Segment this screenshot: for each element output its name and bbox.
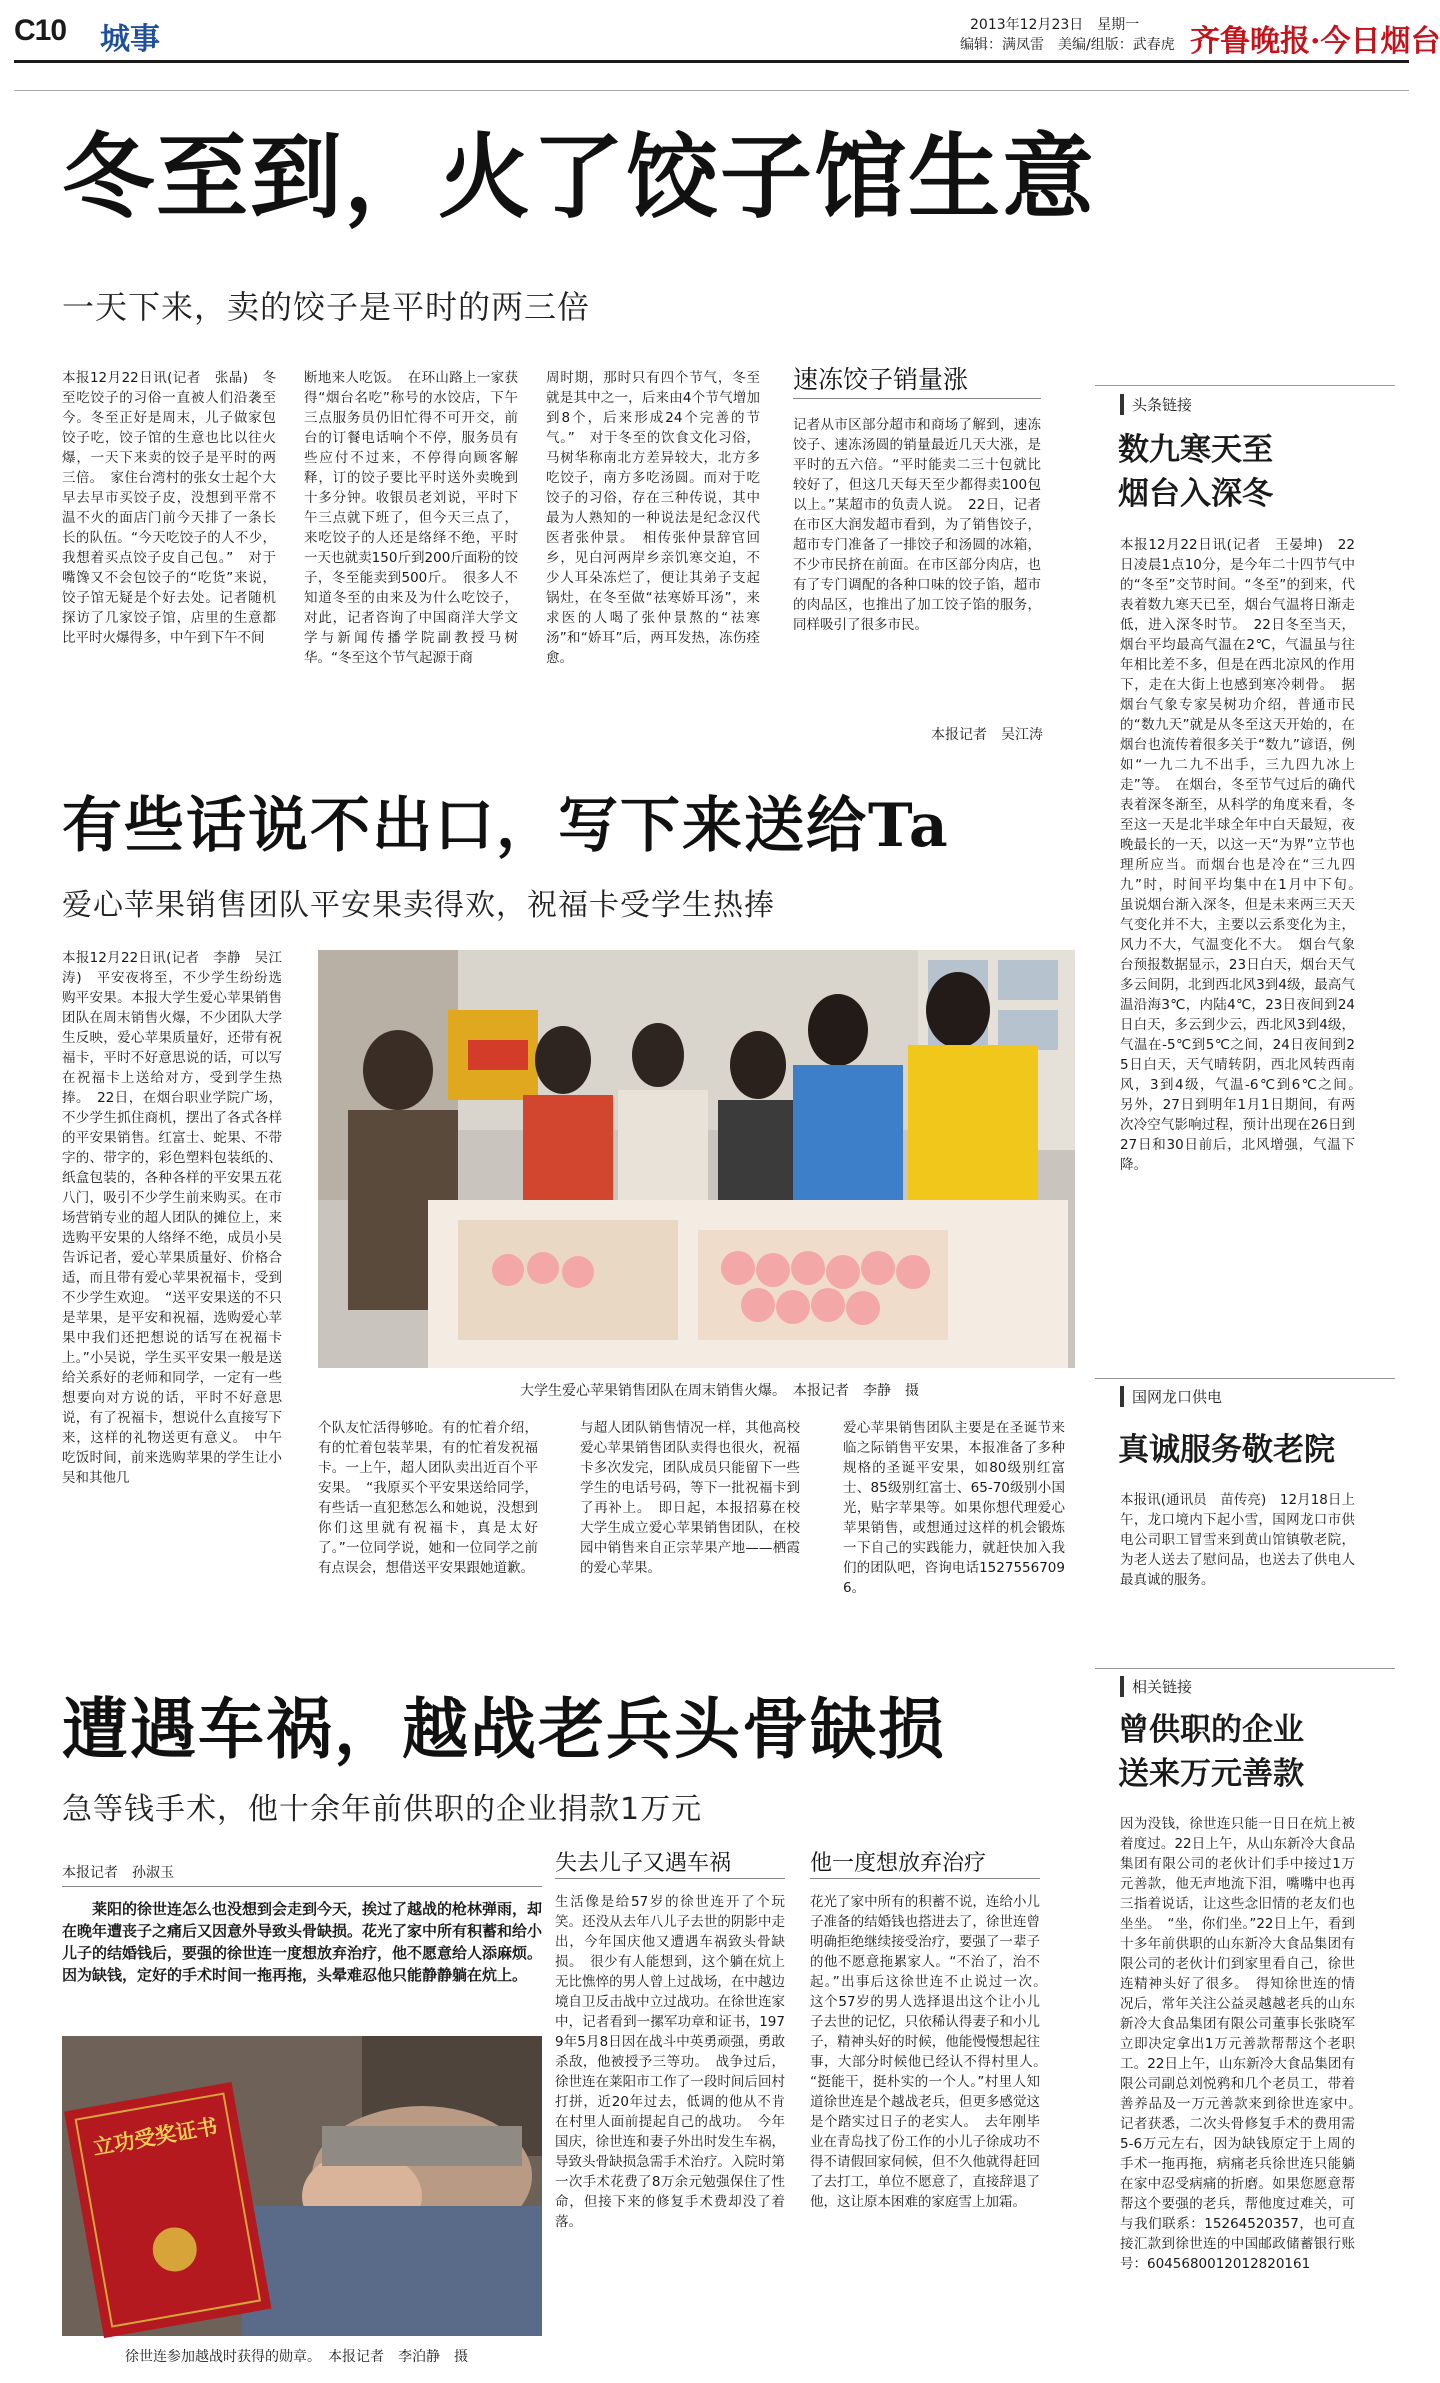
subheadline-3: 急等钱手术，他十余年前供职的企业捐款1万元 xyxy=(62,1792,703,1827)
headline-3: 遭遇车祸，越战老兵头骨缺损 xyxy=(62,1690,946,1768)
masthead-logo: 齐鲁晚报·今日烟台 xyxy=(1190,24,1440,59)
story3-lead: 莱阳的徐世连怎么也没想到会走到今天，挨过了越战的枪林弹雨，却在晚年遭丧子之痛后又因意外导致头骨缺损。花光了家中所有积蓄和给小儿子的结婚钱后，要强的徐世连一度想放弃治疗，他不愿意给人添麻烦。因为缺钱，定好的手术时间一拖再拖，头晕难忍他只能静静躺在炕上。 xyxy=(62,1900,543,1984)
sidebar3-text: 因为没钱，徐世连只能一日日在炕上被着度过。22日上午，从山东新冷大食品集团有限公司的老伙计们手中接过1万元善款，他无声地流下泪，嘴嘴中也再三指着说话，让这些念旧情的老友们也坐坐。 “坐，你们坐。”22日上午，看到十多年前供职的山东新冷大食品集团有限公司的老伙计们到家里看自己，徐世连精神头好了很多。 得知徐世连的情况后，常年关注公益灵越越老兵的山东新冷大食品集团有限公司董事长张晓军立即决定拿出1万元善款帮帮这个老职工。22日上午，山东新冷大食品集团有限公司副总刘悦鸦和几个老员工，带着善养品及一万元善款来到徐世连家中。 记者获悉，二次头骨修复手术的费用需5-6万元左右，因为缺钱原定于上周的手术一拖再拖，病痛老兵徐世连只能躺在家中忍受病痛的折磨。如果您愿意帮帮这个要强的老兵，帮他度过难关，可与我们联系：15264520357，也可直接汇款到徐世连的中国邮政储蓄银行账号：6045680012012820161 xyxy=(1120,1816,1369,2272)
box-byline: 本报记者 吴江涛 xyxy=(931,727,1043,743)
kicker-lost-son: 失去儿子又遇车祸 xyxy=(555,1851,732,1876)
frozen-dumplings-box xyxy=(793,360,1043,750)
story1-column-2: 断地来人吃饭。 在环山路上一家获得“烟台名吃”称号的水饺店，下午三点服务员仍旧忙得不可开交，前台的订餐电话响个不停，服务员有些应付不过来，不停得向顾客解释，订的饺子要比平时送外卖晚到十多分钟。收银员老刘说，平时下午三点就下班了，但今天三点了，来吃饺子的人还是络绎不绝，平时一天也就卖150斤到200斤面粉的饺子，冬至能卖到500斤。 很多人不知道冬至的由来及为什么吃饺子，对此，记者咨询了中国商洋大学文学与新闻传播学院副教授马树华。“冬至这个节气起源于商 xyxy=(304,370,518,666)
divider xyxy=(14,90,1409,91)
headline-1: 冬至到，火了饺子馆生意 xyxy=(62,123,1097,231)
sidebar1-title-line1: 数九寒天至 xyxy=(1118,432,1273,468)
story3-column-1: 生活像是给57岁的徐世连开了个玩笑。还没从去年八儿子去世的阴影中走出，今年国庆他又遭遇车祸致头骨缺损。 很少有人能想到，这个躺在炕上无比憔悴的男人曾上过战场，在中越边境自卫反击战中立过战功。在徐世连家中，记者看到一摞军功章和证书，1979年5月8日因在战斗中英勇顽强，勇敢杀敌，他被授予三等功。 战争过后，徐世连在莱阳市工作了一段时间后回村打拼，近20年过去，低调的他从不肯在村里人面前提起自己的战功。 今年国庆，徐世连和妻子外出时发生车祸，导致头骨缺损急需手术治疗。入院时第一次手术花费了8万余元勉强保住了性命，但接下来的修复手术费却没了着落。 xyxy=(555,1894,785,2230)
story2-column-3: 与超人团队销售情况一样，其他高校爱心苹果销售团队卖得也很火，祝福卡多次发完，团队成员只能留下一些学生的电话号码，等下一批祝福卡到了再补上。 即日起，本报招募在校大学生成立爱心苹果销售团队，在校园中销售来自正宗苹果产地——栖霞的爱心苹果。 xyxy=(580,1420,800,1576)
story3-column-2: 花光了家中所有的积蓄不说，连给小儿子准备的结婚钱也搭进去了，徐世连曾明确拒绝继续接受治疗，要强了一辈子的他不愿意拖累家人。“不治了，治不起。”出事后这徐世连不止说过一次。 这个57岁的男人选择退出这个让小儿子去世的记忆，只依稀认得妻子和小儿子，精神头好的时候，他能慢慢想起往事，大部分时候他已经认不得村里人。 “挺能干，挺朴实的一个人。”村里人知道徐世连是个越战老兵，但更多感觉这是个踏实过日子的老实人。 去年刚毕业在青岛找了份工作的小儿子徐成功不得不请假回家伺候，但不久他就得赶回了去打工，单位不愿意了，直接辞退了他，这让原本困难的家庭雪上加霜。 xyxy=(810,1894,1054,2210)
sidebar1-text: 本报12月22日讯(记者 王晏坤) 22日凌晨1点10分，是今年二十四节气中的“冬至”交节时间。“冬至”的到来，代表着数九寒天已至，烟台气温将日渐走低，进入深冬时节。 22日冬至当天，烟台平均最高气温在2℃，气温虽与往年相比差不多，但是在西北凉风的作用下，走在大街上也感到寒冷刺骨。 据烟台气象专家吴树功介绍，普通市民的“数九天”就是从冬至这天开始的，在烟台也流传着很多关于“数九”谚语，例如“一九二九不出手，三九四九冰上走”等。 在烟台，冬至节气过后的确代表着深冬渐至，从科学的角度来看，冬至这一天是北半球全年中白天最短，夜晚最长的一天，以这一天“为界”立节也理所应当。而烟台也是冷在“三九四九”时，时间平均集中在1月中下旬。 虽说烟台渐入深冬，但是未来两三天天气变化并不大，主要以云系变化为主，风力不大，气温变化不大。 烟台气象台预报数据显示，23日白天，烟台天气多云间阴，北到西北风3到4级，最高气温沿海3℃，内陆4℃，23日夜间到24日白天，多云到少云，西北风3到4级，气温在-5℃到5℃之间，24日夜间到25日白天，天气晴转阴，西北风转西南风，3到4级，气温-6℃到6℃之间。 另外，27日到明年1月1日期间，有两次冷空气影响过程，预计出现在26日到27日和30日前后，北风增强，气温下降。 xyxy=(1120,537,1369,1173)
kicker1-rule xyxy=(555,1878,785,1879)
story3-photo-caption: 徐世连参加越战时获得的勋章。 本报记者 李泊静 摄 xyxy=(125,2349,468,2365)
sidebar2-text: 本报讯(通讯员 苗传亮) 12月18日上午，龙口境内下起小雪，国网龙口市供电公司职工冒雪来到黄山馆镇敬老院，为老人送去了慰问品，也送去了供电人最真诚的服务。 xyxy=(1120,1492,1355,1588)
box-title: 速冻饺子销量涨 xyxy=(793,365,969,394)
story2-column-2: 个队友忙活得够呛。有的忙着介绍，有的忙着包装苹果，有的忙着发祝福卡。一上午，超人团队卖出近百个平安果。 “我原买个平安果送给同学，有些话一直犯愁怎么和她说，没想到你们这里就有祝福卡，真是太好了。”一位同学说，她和一位同学之前有点误会，想借送平安果跟她道歉。 xyxy=(318,1420,538,1576)
sidebar3-rule xyxy=(1095,1668,1395,1669)
sidebar1-rule xyxy=(1095,385,1395,386)
certificate-label: 立功受奖证书 xyxy=(91,2114,220,2160)
sidebar3-tag: 相关链接 xyxy=(1120,1676,1192,1697)
sidebar1-tag: 头条链接 xyxy=(1120,394,1192,415)
sidebar2-rule xyxy=(1095,1378,1395,1379)
story2-column-1: 本报12月22日讯(记者 李静 吴江涛) 平安夜将至，不少学生纷纷选购平安果。本报大学生爱心苹果销售团队在周末销售火爆，不少团队大学生反映，爱心苹果质量好，还带有祝福卡，平时不好意思说的话，可以写在祝福卡上送给对方，受到学生热捧。 22日，在烟台职业学院广场，不少学生抓住商机，摆出了各式各样的平安果销售。红富士、蛇果、不带字的、带字的，彩色塑料包装纸的、纸盒包装的，各种各样的平安果五花八门，吸引不少学生前来购买。在市场营销专业的超人团队的摊位上，来选购平安果的人络绎不绝，成员小吴告诉记者，爱心苹果质量好、价格合适，而且带有爱心苹果祝福卡，受到不少学生欢迎。 “送平安果送的不只是苹果，是平安和祝福，选购爱心苹果中我们还把想说的话写在祝福卡上。”小吴说，学生买平安果一般是送给关系好的老师和同学，一定有一些想要向对方说的话，平时不好意思说，有了祝福卡，想说什么直接写下来，这样的礼物送更有意义。 中午吃饭时间，前来选购苹果的学生让小吴和其他几 xyxy=(62,950,282,1486)
sidebar3-title-line2: 送来万元善款 xyxy=(1118,1756,1304,1792)
section-name: 城事 xyxy=(100,22,160,57)
sidebar1-title-line2: 烟台入深冬 xyxy=(1118,476,1273,512)
apple-sale-illustration xyxy=(318,950,1075,1368)
veteran-photo xyxy=(62,2036,542,2336)
veteran-illustration xyxy=(62,2036,542,2336)
story2-column-4: 爱心苹果销售团队主要是在圣诞节来临之际销售平安果，本报准备了多种规格的圣诞平安果，如80级别红富士、85级别红富士、65-70级别小国光，贴字苹果等。如果你想代理爱心苹果销售，或想通过这样的机会锻炼一下自己的实践能力，就赶快加入我们的团队吧，咨询电话15275567096。 xyxy=(843,1420,1065,1596)
subheadline-2: 爱心苹果销售团队平安果卖得欢，祝福卡受学生热捧 xyxy=(62,888,775,923)
story2-photo-caption: 大学生爱心苹果销售团队在周末销售火爆。 本报记者 李静 摄 xyxy=(520,1383,919,1399)
sidebar3-title-line1: 曾供职的企业 xyxy=(1118,1712,1304,1748)
box-title-rule xyxy=(793,398,1041,399)
kicker-give-up: 他一度想放弃治疗 xyxy=(810,1851,987,1876)
sidebar2-title: 真诚服务敬老院 xyxy=(1118,1432,1335,1468)
subheadline-1: 一天下来，卖的饺子是平时的两三倍 xyxy=(62,288,591,326)
kicker2-rule xyxy=(810,1878,1040,1879)
date-line: 2013年12月23日 星期一 xyxy=(970,17,1140,33)
story3-byline: 本报记者 孙淑玉 xyxy=(62,1865,174,1881)
sidebar2-tag: 国网龙口供电 xyxy=(1120,1386,1222,1407)
story1-column-1: 本报12月22日讯(记者 张晶) 冬至吃饺子的习俗一直被人们沿袭至今。冬至正好是周末，儿子做家包饺子吃，饺子馆的生意也比以往火爆，一天下来卖的饺子是平时的两三倍。 家住台湾村的张女士起个大早去早市买饺子皮，没想到平常不温不火的面店门前今天排了一条长长的队伍。“今天吃饺子的人不少，我想着买点饺子皮自己包。” 对于嘴馋又不会包饺子的“吃货”来说，饺子馆无疑是个好去处。记者随机探访了几家饺子馆，店里的生意都比平时火爆得多，中午到下午不间 xyxy=(62,370,276,646)
headline-2: 有些话说不出口，写下来送给Ta xyxy=(62,791,950,861)
byline-rule xyxy=(62,1886,542,1887)
header-rule xyxy=(14,60,1409,63)
page-number: C10 xyxy=(14,14,67,47)
apple-sale-photo xyxy=(318,950,1075,1368)
editor-line: 编辑：满凤雷 美编/组版：武春虎 xyxy=(960,37,1175,53)
story1-column-3: 周时期，那时只有四个节气，冬至就是其中之一，后来由4个节气增加到8个，后来形成24个完善的节气。” 对于冬至的饮食文化习俗，马树华称南北方差异较大，北方多吃饺子，南方多吃汤圆。而对于吃饺子的习俗，存在三种传说，其中最为人熟知的一种说法是纪念汉代医者张仲景。 相传张仲景辞官回乡，见白河两岸乡亲饥寒交迫，不少人耳朵冻烂了，便让其弟子支起锅灶，在冬至做“祛寒娇耳汤”，来求医的人喝了张仲景熬的“祛寒汤”和“娇耳”后，两耳发热，冻伤痊愈。 xyxy=(546,370,760,666)
box-text: 记者从市区部分超市和商场了解到，速冻饺子、速冻汤圆的销量最近几天大涨，是平时的五六倍。“平时能卖二三十包就比较好了，但这几天每天至少都得卖100包以上。”某超市的负责人说。 22日，记者在市区大润发超市看到，为了销售饺子，超市专门准备了一排饺子和汤圆的冰箱，不少市民挤在前面。在市区部分肉店，也有了专门调配的各种口味的饺子馅，超市的肉品区，也推出了加工饺子馅的服务，同样吸引了很多市民。 xyxy=(793,417,1041,633)
